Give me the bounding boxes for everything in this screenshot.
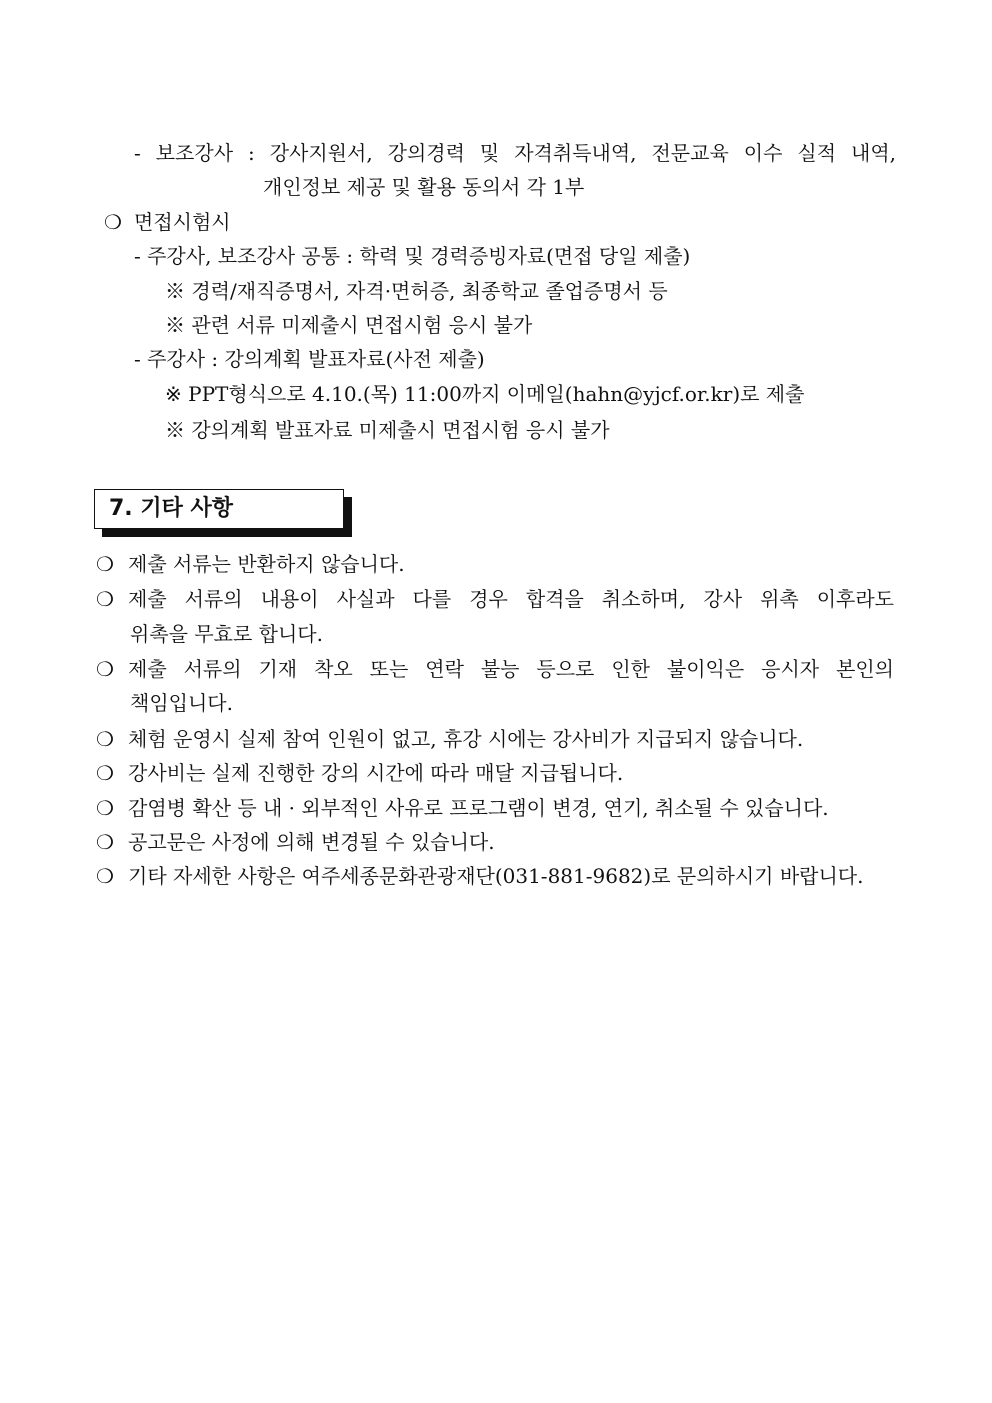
bullet-circle-icon: ❍: [96, 657, 114, 681]
list-item-text: 기타 자세한 사항은 여주세종문화관광재단(031-881-9682)로 문의하시기 바랍니다.: [128, 864, 864, 888]
bullet-circle-icon: ❍: [96, 727, 114, 751]
bullet-circle-icon: ❍: [96, 552, 114, 576]
bullet-circle-icon: ❍: [96, 830, 114, 854]
list-item: [96, 759, 623, 787]
list-item-text: 체험 운영시 실제 참여 인원이 없고, 휴강 시에는 강사비가 지급되지 않습니다.: [128, 727, 804, 751]
section-heading-box: [94, 489, 344, 529]
list-item: [96, 655, 896, 683]
bullet-circle-icon: ❍: [96, 761, 114, 785]
list-item-text: 제출 서류는 반환하지 않습니다.: [128, 552, 405, 576]
list-item-text: 강사비는 실제 진행한 강의 시간에 따라 매달 지급됩니다.: [128, 761, 624, 785]
bullet-circle-icon: ❍: [96, 796, 114, 820]
interview-common-docs: - 주강사, 보조강사 공통 : 학력 및 경력증빙자료(면접 당일 제출): [134, 244, 691, 268]
list-item: [96, 585, 896, 613]
list-item: [96, 862, 863, 890]
list-item-text: 제출 서류의 기재 착오 또는 연락 불능 등으로 인한 불이익은 응시자 본인의: [128, 657, 894, 681]
list-item-text: 제출 서류의 내용이 사실과 다를 경우 합격을 취소하며, 강사 위촉 이후라도: [128, 587, 894, 611]
list-item-continuation: 책임입니다.: [130, 691, 233, 715]
interview-common-note: ※ 관련 서류 미제출시 면접시험 응시 불가: [165, 313, 533, 337]
interview-main-docs: - 주강사 : 강의계획 발표자료(사전 제출): [134, 347, 485, 371]
interview-main-note: ※ PPT형식으로 4.10.(목) 11:00까지 이메일(hahn@yjcf.or.kr)로 제출: [165, 382, 805, 406]
interview-main-note: ※ 강의계획 발표자료 미제출시 면접시험 응시 불가: [165, 418, 610, 442]
list-item-text: 공고문은 사정에 의해 변경될 수 있습니다.: [128, 830, 495, 854]
bullet-circle-icon: ❍: [96, 587, 114, 611]
list-item: [96, 794, 829, 822]
assistant-instructor-docs: - 보조강사 : 강사지원서, 강의경력 및 자격취득내역, 전문교육 이수 실적 내역,: [134, 141, 896, 165]
list-item: [96, 725, 803, 753]
bullet-circle-icon: ❍: [96, 864, 114, 888]
list-item: [96, 828, 495, 856]
list-item-continuation: 위촉을 무효로 합니다.: [130, 622, 323, 646]
list-item-text: 감염병 확산 등 내 · 외부적인 사유로 프로그램이 변경, 연기, 취소될 수 있습니다.: [128, 796, 829, 820]
list-item: [96, 550, 405, 578]
interview-heading-row: [104, 208, 231, 236]
bullet-circle-icon: ❍: [104, 210, 122, 234]
interview-common-note: ※ 경력/재직증명서, 자격·면허증, 최종학교 졸업증명서 등: [165, 279, 668, 303]
assistant-instructor-docs-cont: 개인정보 제공 및 활용 동의서 각 1부: [263, 175, 585, 199]
section-title: 7. 기타 사항: [109, 496, 233, 521]
interview-heading: 면접시험시: [134, 210, 231, 234]
